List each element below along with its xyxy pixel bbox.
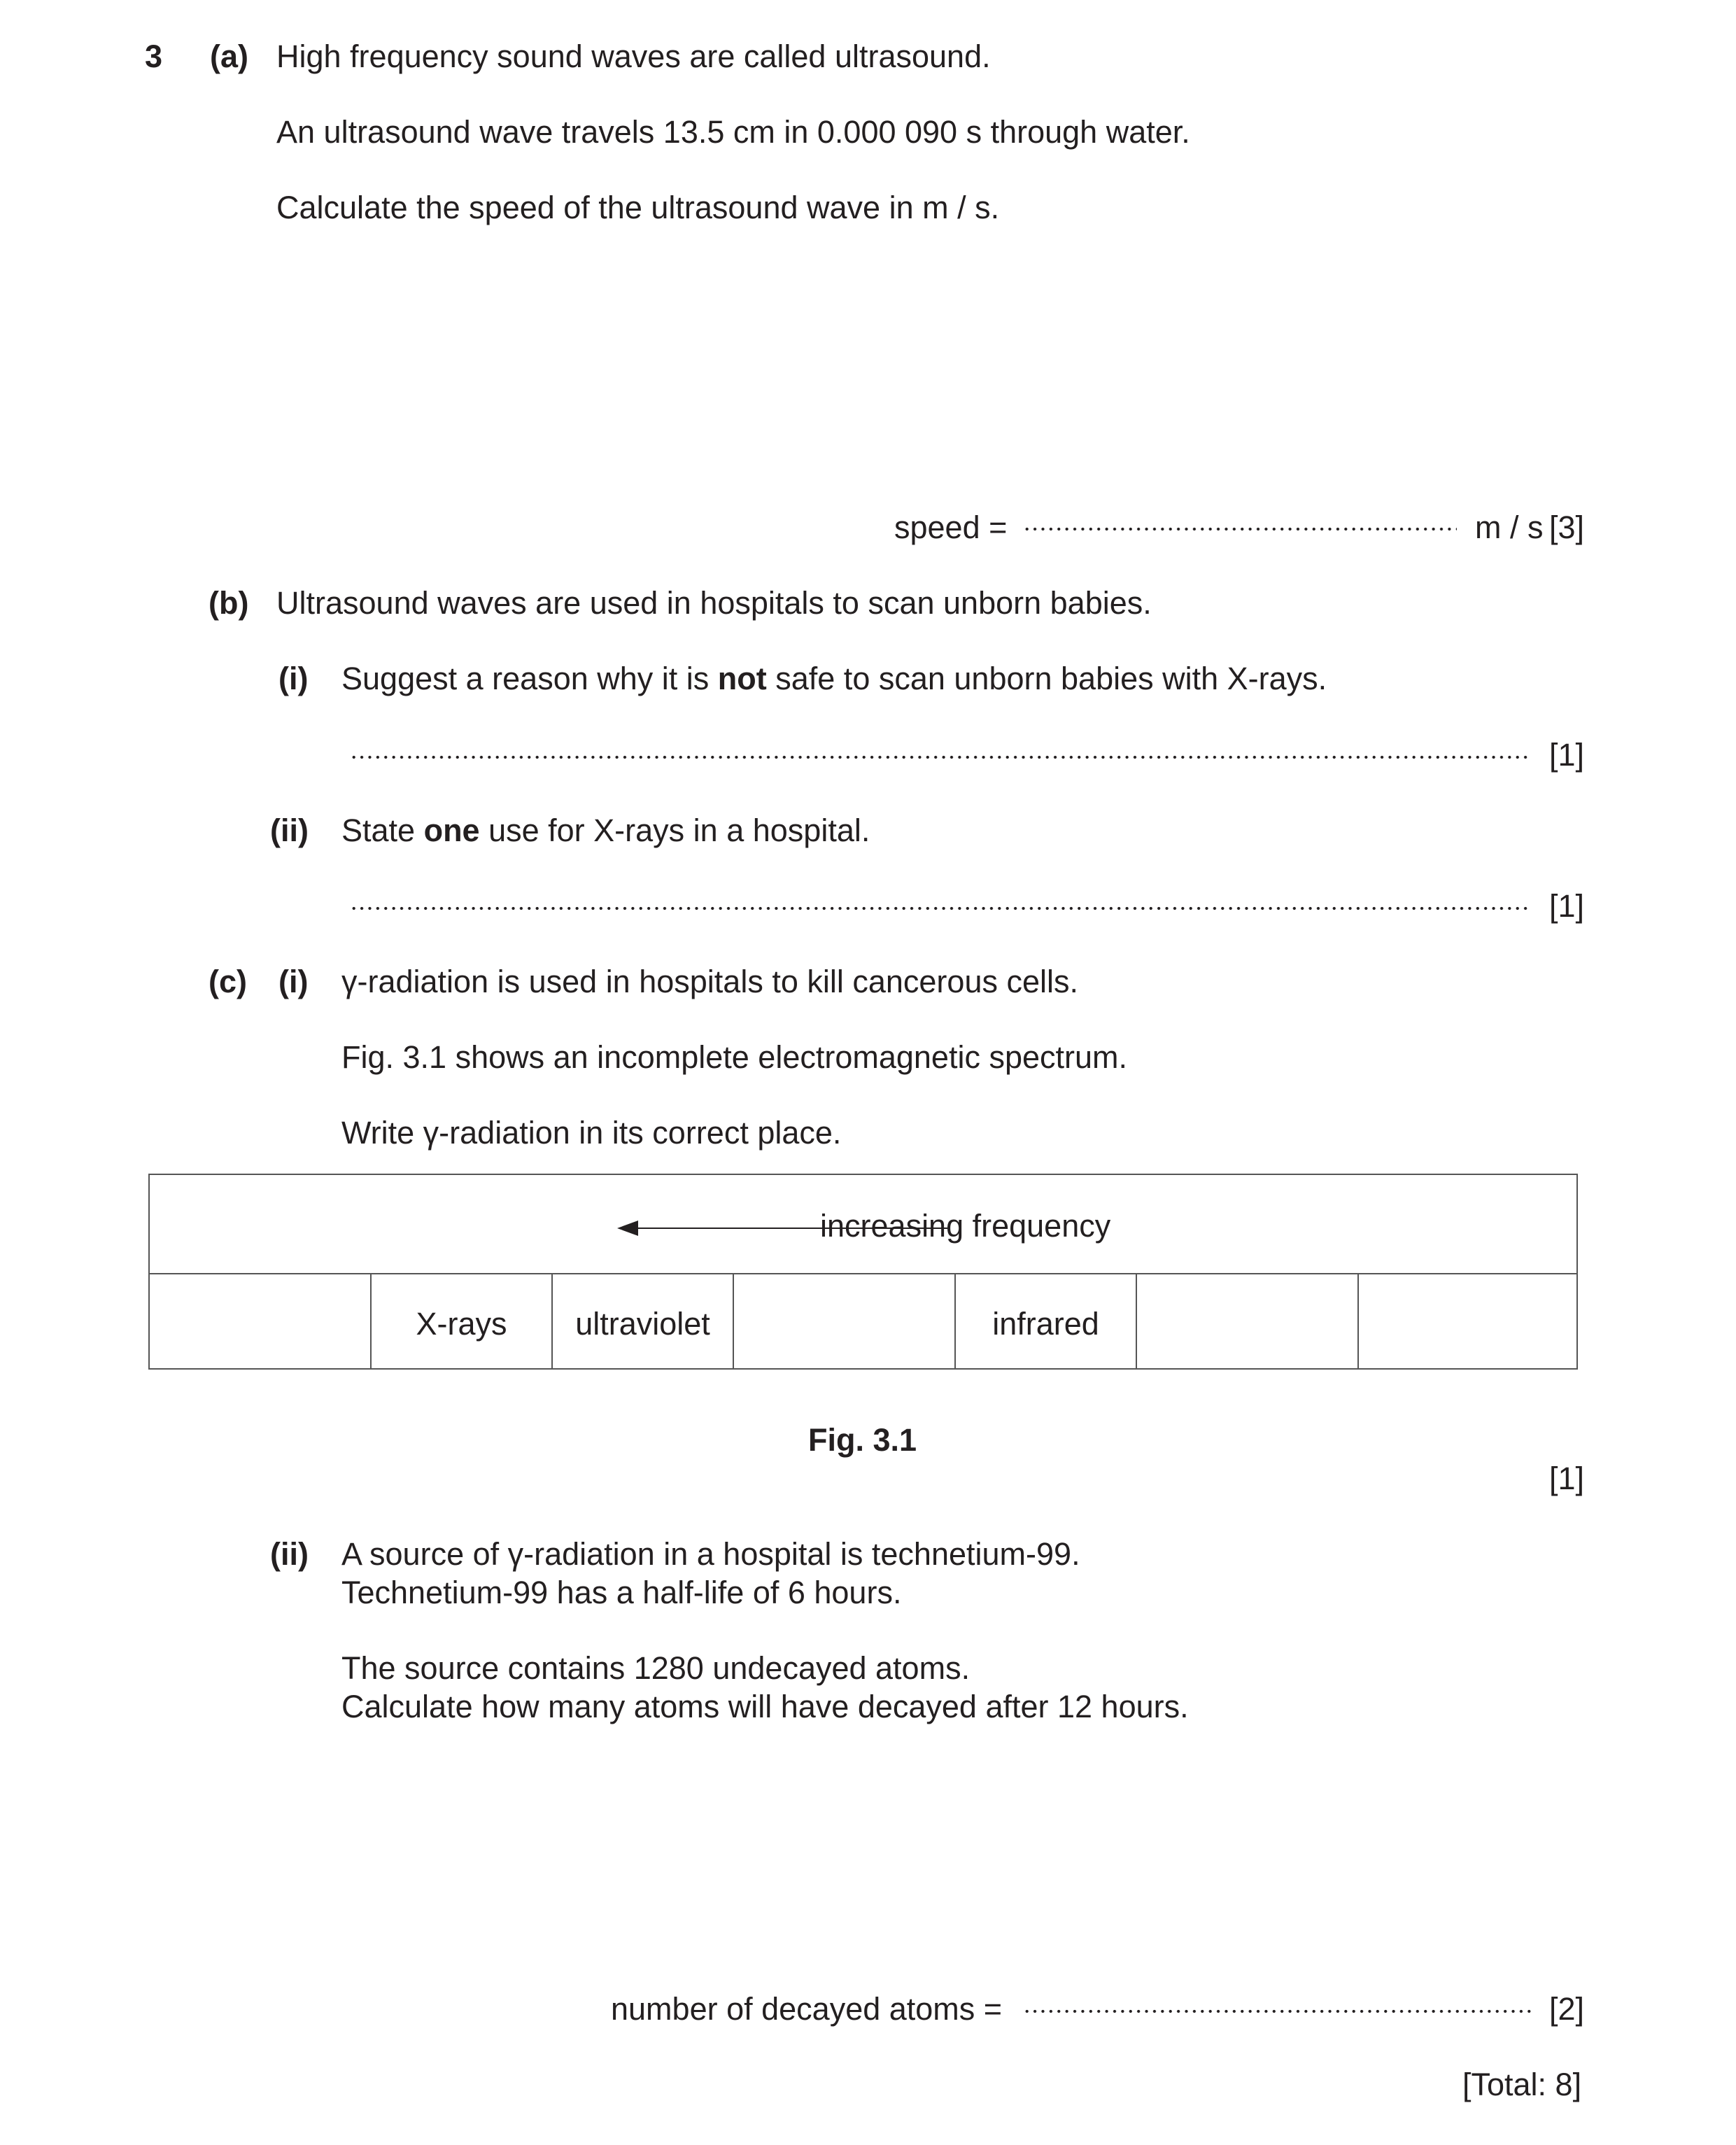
speed-answer-line[interactable]: [1023, 527, 1457, 531]
speed-answer-unit: m / s: [1475, 509, 1544, 545]
part-b-i-text-bold: not: [717, 661, 767, 696]
part-b-i-text-before: Suggest a reason why it is: [341, 661, 718, 696]
em-cell-7[interactable]: [1359, 1274, 1578, 1370]
question-number: 3: [145, 38, 163, 74]
em-cell-4[interactable]: [734, 1274, 954, 1370]
part-c-i-line-2: Fig. 3.1 shows an incomplete electromagnetic spectrum.: [341, 1039, 1128, 1075]
part-b-ii-answer-line[interactable]: [350, 906, 1531, 910]
em-spectrum-table: [148, 1174, 1578, 1370]
decayed-answer-label: number of decayed atoms =: [611, 1991, 1003, 2027]
part-a-line-1: High frequency sound waves are called ultrasound.: [276, 38, 991, 74]
part-b-i-label: (i): [278, 661, 309, 696]
part-b-i-text-after: safe to scan unborn babies with X-rays.: [766, 661, 1327, 696]
em-header-label: increasing frequency: [820, 1208, 1111, 1244]
figure-caption: Fig. 3.1: [808, 1422, 917, 1458]
part-b-ii-text-before: State: [341, 813, 424, 848]
part-c-i-label: (i): [278, 964, 309, 999]
part-b-ii-text-bold: one: [423, 813, 480, 848]
part-c-ii-label: (ii): [270, 1536, 309, 1572]
part-b-i-question: [341, 663, 1327, 694]
decayed-answer-line[interactable]: [1023, 2009, 1531, 2013]
part-b-i-marks: [1]: [1549, 737, 1585, 773]
part-b-line-1: Ultrasound waves are used in hospitals to scan unborn babies.: [276, 585, 1152, 621]
part-c-i-line-3: Write γ-radiation in its correct place.: [341, 1115, 842, 1151]
part-c-i-line-1: γ-radiation is used in hospitals to kill cancerous cells.: [341, 964, 1078, 999]
part-b-ii-question: [341, 815, 870, 846]
em-cell-xrays: X-rays: [416, 1306, 507, 1342]
speed-marks: [3]: [1549, 509, 1585, 545]
part-a-line-2: An ultrasound wave travels 13.5 cm in 0.000 090 s through water.: [276, 114, 1190, 150]
em-cell-ultraviolet: ultraviolet: [575, 1306, 710, 1342]
part-b-label: (b): [209, 585, 249, 621]
part-a-line-3: Calculate the speed of the ultrasound wave in m / s.: [276, 190, 1000, 225]
em-cell-1[interactable]: [150, 1274, 370, 1370]
part-b-ii-text-after: use for X-rays in a hospital.: [479, 813, 870, 848]
part-c-ii-line-4: Calculate how many atoms will have decayed after 12 hours.: [341, 1689, 1189, 1724]
em-cell-infrared: infrared: [992, 1306, 1099, 1342]
figure-marks: [1]: [1549, 1461, 1585, 1496]
speed-answer-label: speed =: [894, 509, 1008, 545]
part-c-ii-line-1: A source of γ-radiation in a hospital is technetium-99.: [341, 1536, 1080, 1572]
part-a-label: (a): [210, 38, 248, 74]
total-marks: [Total: 8]: [1462, 2067, 1582, 2102]
part-b-i-answer-line[interactable]: [350, 755, 1531, 759]
part-b-ii-label: (ii): [270, 813, 309, 848]
decayed-marks: [2]: [1549, 1991, 1585, 2027]
part-c-ii-line-3: The source contains 1280 undecayed atoms.: [341, 1650, 971, 1686]
part-c-ii-line-2: Technetium-99 has a half-life of 6 hours.: [341, 1575, 902, 1610]
part-c-label: (c): [209, 964, 247, 999]
em-cell-6[interactable]: [1137, 1274, 1357, 1370]
part-b-ii-marks: [1]: [1549, 888, 1585, 924]
